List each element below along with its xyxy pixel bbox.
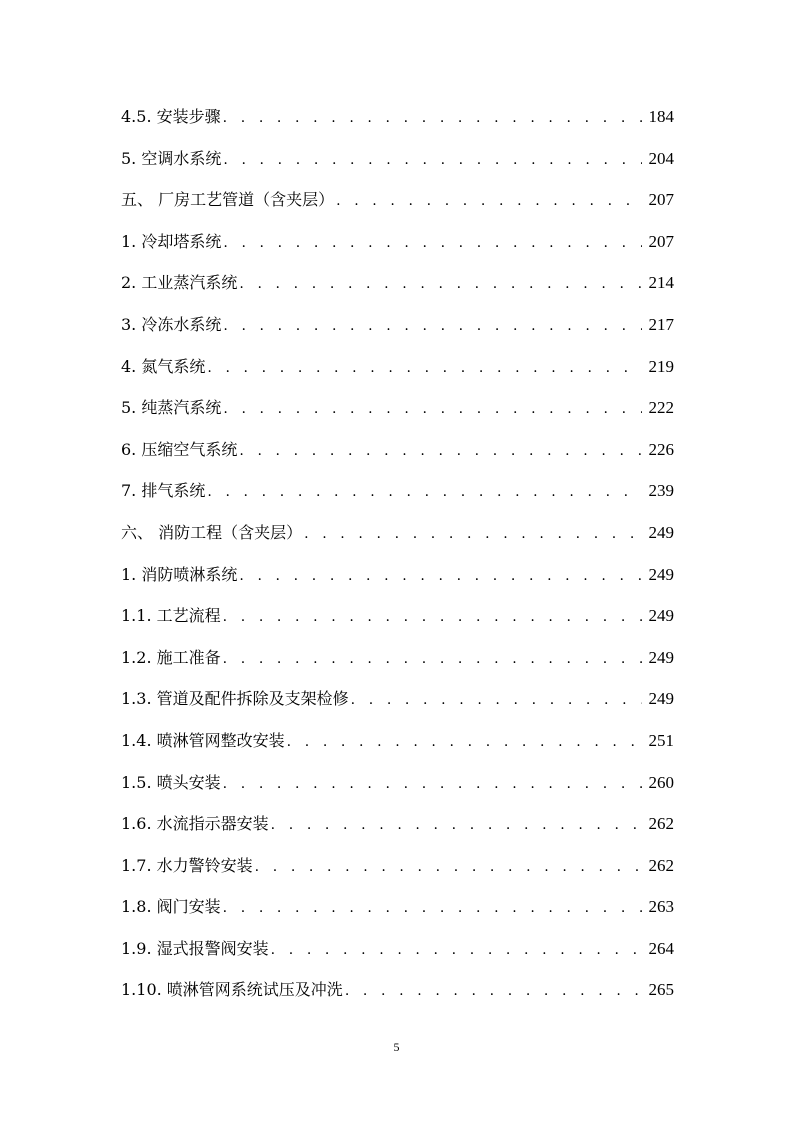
toc-entry[interactable] bbox=[121, 96, 674, 138]
toc-entry[interactable] bbox=[121, 678, 674, 720]
toc-entry-page: 222 bbox=[648, 398, 674, 418]
toc-dot-leader bbox=[223, 597, 642, 639]
toc-entry-title: 五、 厂房工艺管道（含夹层） bbox=[121, 190, 335, 210]
toc-entry[interactable] bbox=[121, 304, 674, 346]
toc-entry-page: 249 bbox=[648, 647, 674, 667]
toc-entry-page: 204 bbox=[648, 148, 674, 168]
toc-dot-leader bbox=[223, 98, 642, 140]
toc-dot-leader bbox=[207, 472, 642, 514]
toc-entry-title: 1.8. 阀门安装 bbox=[121, 897, 221, 917]
toc-entry[interactable] bbox=[121, 387, 674, 429]
toc-dot-leader bbox=[271, 805, 642, 847]
toc-entry-title: 1.7. 水力警铃安装 bbox=[121, 855, 253, 875]
toc-entry-page: 217 bbox=[648, 314, 674, 334]
toc-entry-page: 226 bbox=[648, 439, 674, 459]
toc-entry-page: 207 bbox=[648, 190, 674, 210]
toc-entry[interactable] bbox=[121, 138, 674, 180]
toc-dot-leader bbox=[239, 431, 642, 473]
page-number: 5 bbox=[393, 1040, 400, 1054]
toc-entry-title: 1.1. 工艺流程 bbox=[121, 606, 221, 626]
toc-dot-leader bbox=[239, 556, 642, 598]
table-of-contents bbox=[121, 96, 674, 1011]
toc-entry-title: 6. 压缩空气系统 bbox=[121, 439, 238, 459]
toc-entry-title: 1. 消防喷淋系统 bbox=[121, 564, 238, 584]
toc-dot-leader bbox=[223, 764, 642, 806]
toc-entry-title: 4. 氮气系统 bbox=[121, 356, 206, 376]
toc-dot-leader bbox=[223, 389, 642, 431]
toc-entry-page: 262 bbox=[648, 814, 674, 834]
toc-dot-leader bbox=[271, 930, 642, 972]
toc-entry-title: 1.3. 管道及配件拆除及支架检修 bbox=[121, 689, 349, 709]
toc-entry-page: 264 bbox=[648, 938, 674, 958]
toc-dot-leader bbox=[239, 264, 642, 306]
toc-entry[interactable] bbox=[121, 803, 674, 845]
toc-dot-leader bbox=[223, 140, 642, 182]
toc-entry[interactable] bbox=[121, 221, 674, 263]
toc-entry[interactable] bbox=[121, 512, 674, 554]
toc-dot-leader bbox=[255, 847, 642, 889]
toc-dot-leader bbox=[304, 514, 642, 556]
toc-dot-leader bbox=[351, 680, 642, 722]
toc-entry-page: 249 bbox=[648, 564, 674, 584]
toc-dot-leader bbox=[223, 888, 642, 930]
toc-entry[interactable] bbox=[121, 928, 674, 970]
toc-entry-page: 214 bbox=[648, 273, 674, 293]
toc-entry-title: 4.5. 安装步骤 bbox=[121, 107, 221, 126]
toc-dot-leader bbox=[223, 306, 642, 348]
toc-dot-leader bbox=[223, 639, 642, 681]
toc-entry-title: 1. 冷却塔系统 bbox=[121, 231, 222, 251]
toc-entry[interactable] bbox=[121, 346, 674, 388]
toc-entry-page: 265 bbox=[648, 980, 674, 1000]
toc-entry[interactable] bbox=[121, 262, 674, 304]
toc-entry-page: 251 bbox=[648, 730, 674, 750]
toc-entry-title: 1.6. 水流指示器安装 bbox=[121, 814, 269, 834]
toc-dot-leader bbox=[287, 722, 642, 764]
toc-entry-title: 5. 空调水系统 bbox=[121, 148, 222, 168]
toc-entry-title: 5. 纯蒸汽系统 bbox=[121, 398, 222, 418]
toc-entry[interactable] bbox=[121, 637, 674, 679]
toc-entry[interactable] bbox=[121, 179, 674, 221]
toc-dot-leader bbox=[345, 971, 642, 1013]
toc-entry-page: 263 bbox=[648, 897, 674, 917]
toc-entry-title: 7. 排气系统 bbox=[121, 481, 206, 501]
toc-entry-page: 239 bbox=[648, 481, 674, 501]
toc-entry[interactable] bbox=[121, 762, 674, 804]
toc-entry-page: 249 bbox=[648, 689, 674, 709]
toc-entry-title: 1.5. 喷头安装 bbox=[121, 772, 221, 792]
toc-entry-title: 1.9. 湿式报警阀安装 bbox=[121, 938, 269, 958]
toc-entry-title: 1.4. 喷淋管网整改安装 bbox=[121, 730, 285, 750]
toc-entry[interactable] bbox=[121, 595, 674, 637]
toc-entry-title: 1.10. 喷淋管网系统试压及冲洗 bbox=[121, 980, 343, 1000]
toc-dot-leader bbox=[336, 181, 642, 223]
toc-dot-leader bbox=[207, 348, 642, 390]
toc-entry-title: 2. 工业蒸汽系统 bbox=[121, 273, 238, 293]
toc-entry-title: 六、 消防工程（含夹层） bbox=[121, 522, 303, 542]
toc-entry[interactable] bbox=[121, 554, 674, 596]
toc-entry[interactable] bbox=[121, 969, 674, 1011]
toc-entry[interactable] bbox=[121, 720, 674, 762]
toc-dot-leader bbox=[223, 223, 642, 265]
toc-entry-page: 249 bbox=[648, 522, 674, 542]
toc-entry[interactable] bbox=[121, 886, 674, 928]
toc-entry-title: 1.2. 施工准备 bbox=[121, 647, 221, 667]
toc-entry-page: 184 bbox=[648, 107, 674, 126]
toc-entry[interactable] bbox=[121, 470, 674, 512]
toc-entry[interactable] bbox=[121, 429, 674, 471]
toc-entry-page: 260 bbox=[648, 772, 674, 792]
toc-entry-page: 219 bbox=[648, 356, 674, 376]
toc-entry-page: 262 bbox=[648, 855, 674, 875]
toc-entry-page: 207 bbox=[648, 231, 674, 251]
toc-entry-title: 3. 冷冻水系统 bbox=[121, 314, 222, 334]
toc-entry[interactable] bbox=[121, 845, 674, 887]
toc-entry-page: 249 bbox=[648, 606, 674, 626]
